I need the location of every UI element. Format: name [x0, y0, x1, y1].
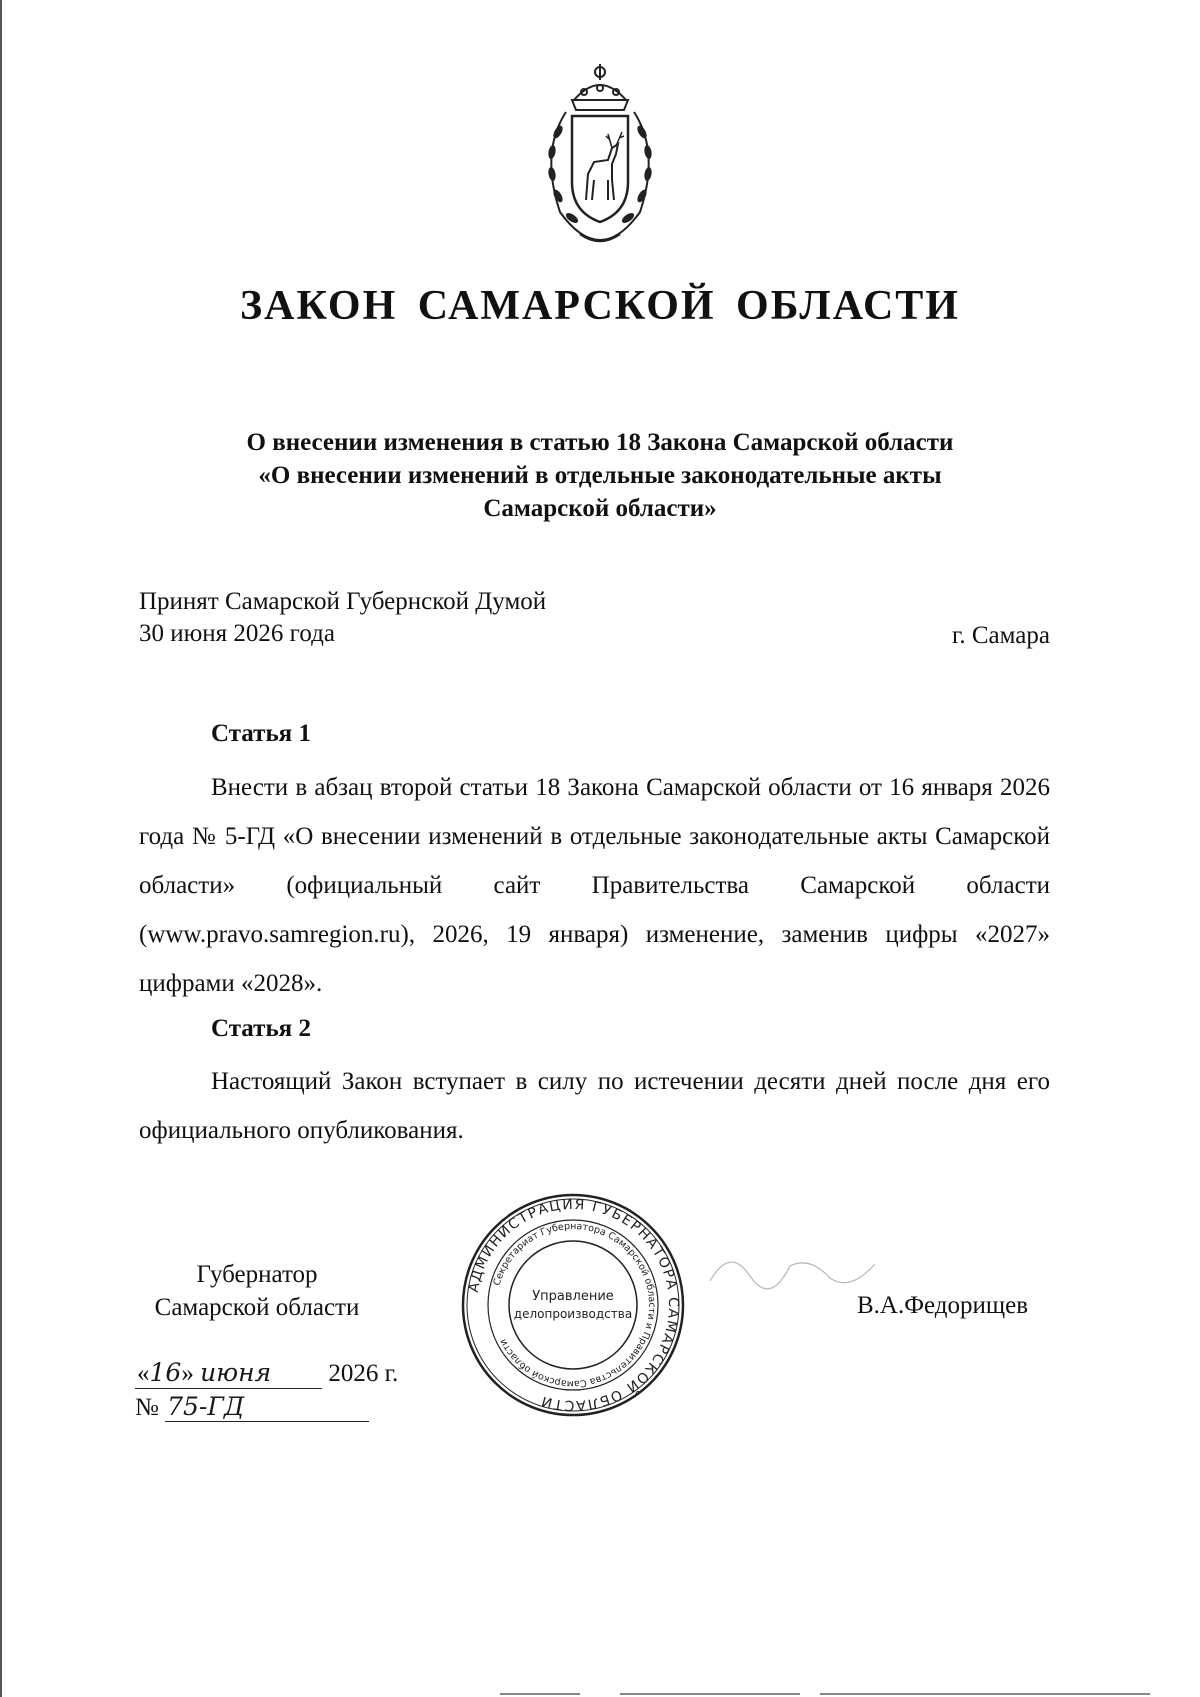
- article-1-heading: Статья 1: [211, 720, 311, 747]
- position-line: Самарской области: [154, 1294, 360, 1321]
- official-stamp-seal: [460, 1192, 686, 1418]
- document-title: ЗАКОН САМАРСКОЙ ОБЛАСТИ: [240, 283, 960, 329]
- signature-mark: [700, 1226, 900, 1306]
- article-2-heading: Статья 2: [211, 1015, 311, 1042]
- scan-artifact: [820, 1693, 1150, 1695]
- stamp-middle-text: Секретариат Губернатора Самарской области и Правительства Самарской области: [491, 1220, 658, 1390]
- signer-name: В.А.Федорищев: [857, 1292, 1028, 1319]
- adoption-note: [139, 586, 546, 650]
- position-line: Губернатор: [196, 1261, 318, 1288]
- adoption-date: 30 июня 2026 года: [139, 620, 335, 647]
- article-1-text: Внести в абзац второй статьи 18 Закона Самарской области от 16 января 2026 года № 5-ГД «О внесении изменений в отдельные законодательные акты Самарской области» (официальный сайт Правительства Самарской области (www.pravo.samregion.ru), 2026, 19 января) изменение, заменив цифры «2027» цифрами «2028».: [139, 774, 1050, 997]
- coat-of-arms-emblem: [520, 62, 680, 248]
- city: г. Самара: [951, 622, 1050, 649]
- scan-artifact: [620, 1693, 800, 1695]
- subtitle-line: О внесении изменения в статью 18 Закона Самарской области: [246, 429, 954, 456]
- adopted-by: Принят Самарской Губернской Думой: [139, 588, 547, 615]
- stamp-outer-text: АДМИНИСТРАЦИЯ ГУБЕРНАТОРА САМАРСКОЙ ОБЛАСТИ: [465, 1196, 682, 1414]
- date-day-field: «16» июня: [135, 1358, 322, 1389]
- subtitle-line: Самарской области»: [483, 495, 717, 522]
- subtitle-line: «О внесении изменений в отдельные законодательные акты: [258, 462, 942, 489]
- law-number: [135, 1392, 369, 1422]
- page-left-edge: [0, 0, 2, 1697]
- stamp-center-line: делопроизводства: [513, 1307, 633, 1321]
- number-value: 75-ГД: [165, 1392, 369, 1422]
- date-year: 2026 г.: [328, 1360, 399, 1387]
- signing-date: [135, 1358, 398, 1389]
- number-prefix: №: [135, 1394, 159, 1421]
- svg-text:Секретариат Губернатора Самарс: [492, 1221, 657, 1389]
- stamp-center-line: Управление: [532, 1289, 614, 1304]
- document-subtitle: [0, 426, 1200, 525]
- article-2-text: Настоящий Закон вступает в силу по истечении десяти дней после дня его официального опубликования.: [139, 1068, 1050, 1144]
- signer-position: [139, 1258, 375, 1324]
- scan-artifact: [500, 1693, 580, 1695]
